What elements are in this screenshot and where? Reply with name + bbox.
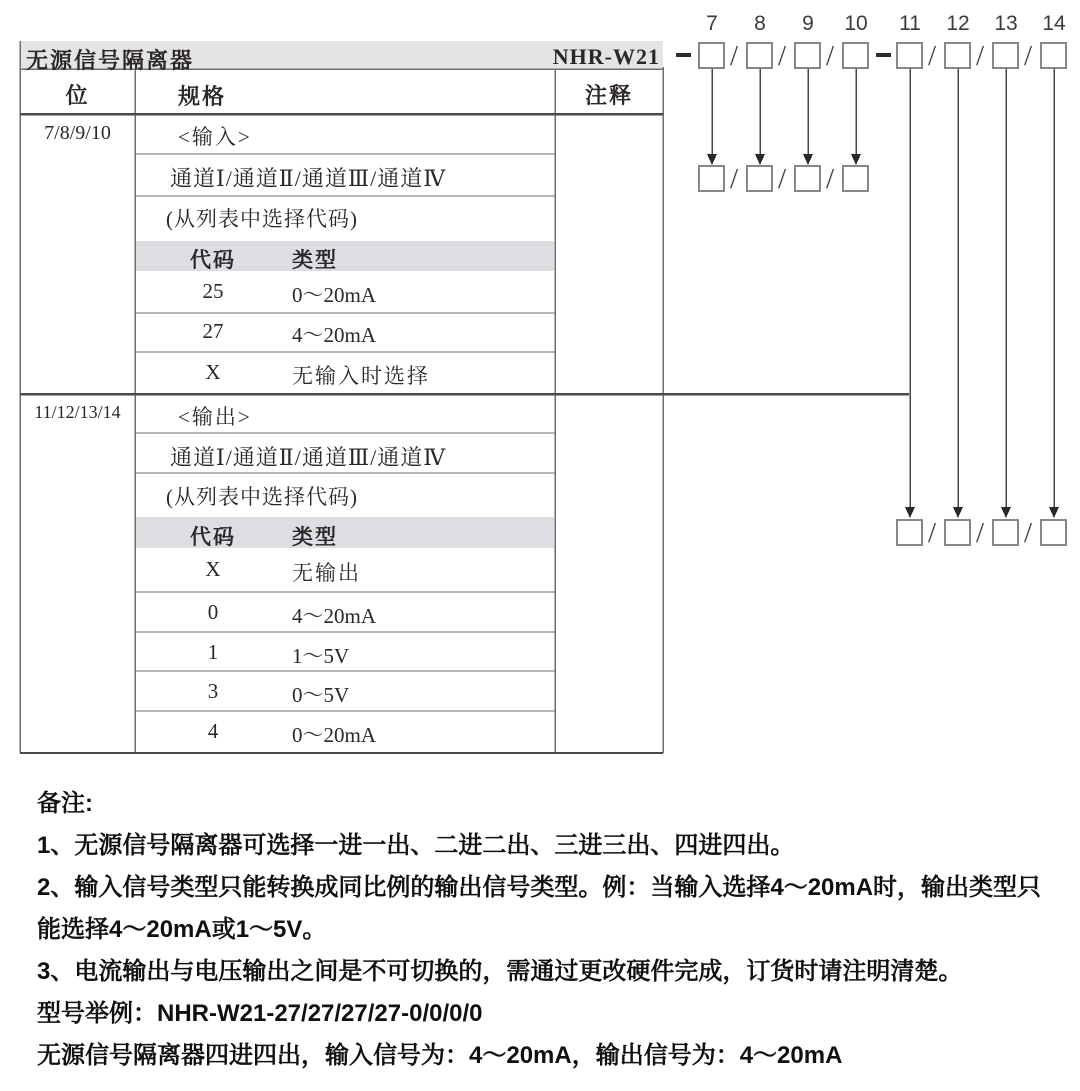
type-value: 0～20mA [292, 283, 376, 307]
position-label-7: 7 [706, 12, 718, 35]
separator-slash: / [778, 163, 787, 195]
output-channel-box-4 [1040, 519, 1067, 546]
code-value: 27 [202, 319, 224, 343]
column-header-position: 位 [65, 83, 90, 108]
separator-slash: / [778, 40, 787, 72]
input-channel-box-3 [794, 165, 821, 192]
channel-list: 通道Ⅰ/通道Ⅱ/通道Ⅲ/通道Ⅳ [170, 445, 447, 470]
code-value: X [205, 360, 221, 384]
separator-slash: / [928, 40, 937, 72]
type-value: 1～5V [292, 644, 350, 668]
connector-arrows-output [905, 69, 1059, 518]
position-label-10: 10 [844, 12, 868, 35]
position-label-9: 9 [802, 12, 814, 35]
type-column-header: 类型 [292, 248, 338, 272]
output-channel-box-3 [992, 519, 1019, 546]
code-value: 1 [207, 640, 219, 664]
note-line-4: 3、电流输出与电压输出之间是不可切换的，需通过更改硬件完成，订货时请注明清楚。 [37, 958, 963, 985]
section-position-label: 11/12/13/14 [34, 402, 121, 422]
code-box-7 [698, 42, 725, 69]
connector-arrows-input [707, 69, 861, 165]
code-box-13 [992, 42, 1019, 69]
model-example-description: 无源信号隔离器四进四出，输入信号为：4～20mA，输出信号为：4～20mA [37, 1042, 843, 1069]
code-box-8 [746, 42, 773, 69]
type-column-header: 类型 [292, 525, 338, 549]
code-value: 25 [202, 279, 224, 303]
spec-title-input: <输入> [178, 125, 252, 149]
code-select-hint: (从列表中选择代码) [166, 485, 358, 509]
code-select-hint: (从列表中选择代码) [166, 207, 358, 231]
separator-slash: / [1024, 40, 1033, 72]
note-line-1: 1、无源信号隔离器可选择一进一出、二进二出、三进三出、四进四出。 [37, 832, 795, 859]
position-label-11: 11 [899, 12, 921, 35]
code-column-header: 代码 [190, 525, 236, 549]
model-example-line: 型号举例：NHR-W21-27/27/27/27-0/0/0/0 [37, 1000, 483, 1027]
separator-slash: / [976, 517, 985, 549]
note-line-3: 能选择4～20mA或1～5V。 [37, 916, 327, 943]
output-channel-box-2 [944, 519, 971, 546]
position-label-8: 8 [754, 12, 766, 35]
position-label-14: 14 [1042, 12, 1066, 35]
page-title: 无源信号隔离器 [26, 48, 195, 73]
type-value: 无输入时选择 [292, 364, 430, 388]
code-box-10 [842, 42, 869, 69]
position-label-13: 13 [994, 12, 1018, 35]
spec-title-output: <输出> [178, 405, 252, 429]
separator-slash: / [730, 40, 739, 72]
model-number: NHR-W21 [552, 44, 660, 69]
output-channel-box-1 [896, 519, 923, 546]
type-value: 0～20mA [292, 723, 376, 747]
channel-list: 通道Ⅰ/通道Ⅱ/通道Ⅲ/通道Ⅳ [170, 166, 447, 191]
code-value: 3 [207, 679, 219, 703]
code-value: X [205, 557, 221, 581]
type-value: 4～20mA [292, 604, 376, 628]
notes-heading: 备注: [37, 790, 93, 817]
code-value: 4 [207, 719, 219, 743]
separator-slash: / [730, 163, 739, 195]
code-box-11 [896, 42, 923, 69]
column-header-spec: 规格 [178, 84, 227, 109]
dash-connector [676, 53, 691, 57]
separator-slash: / [928, 517, 937, 549]
code-box-12 [944, 42, 971, 69]
dash-connector [876, 53, 891, 57]
separator-slash: / [826, 40, 835, 72]
note-line-2: 2、输入信号类型只能转换成同比例的输出信号类型。例：当输入选择4～20mA时，输出类型只 [37, 874, 1042, 901]
type-value: 无输出 [292, 561, 361, 585]
separator-slash: / [976, 40, 985, 72]
type-value: 4～20mA [292, 323, 376, 347]
separator-slash: / [1024, 517, 1033, 549]
code-box-9 [794, 42, 821, 69]
input-channel-box-2 [746, 165, 773, 192]
code-value: 0 [207, 600, 219, 624]
code-column-header: 代码 [190, 248, 236, 272]
section-position-label: 7/8/9/10 [44, 122, 111, 144]
input-channel-box-1 [698, 165, 725, 192]
code-box-14 [1040, 42, 1067, 69]
separator-slash: / [826, 163, 835, 195]
type-value: 0～5V [292, 683, 350, 707]
input-channel-box-4 [842, 165, 869, 192]
column-header-note: 注释 [584, 83, 633, 108]
position-label-12: 12 [946, 12, 970, 35]
